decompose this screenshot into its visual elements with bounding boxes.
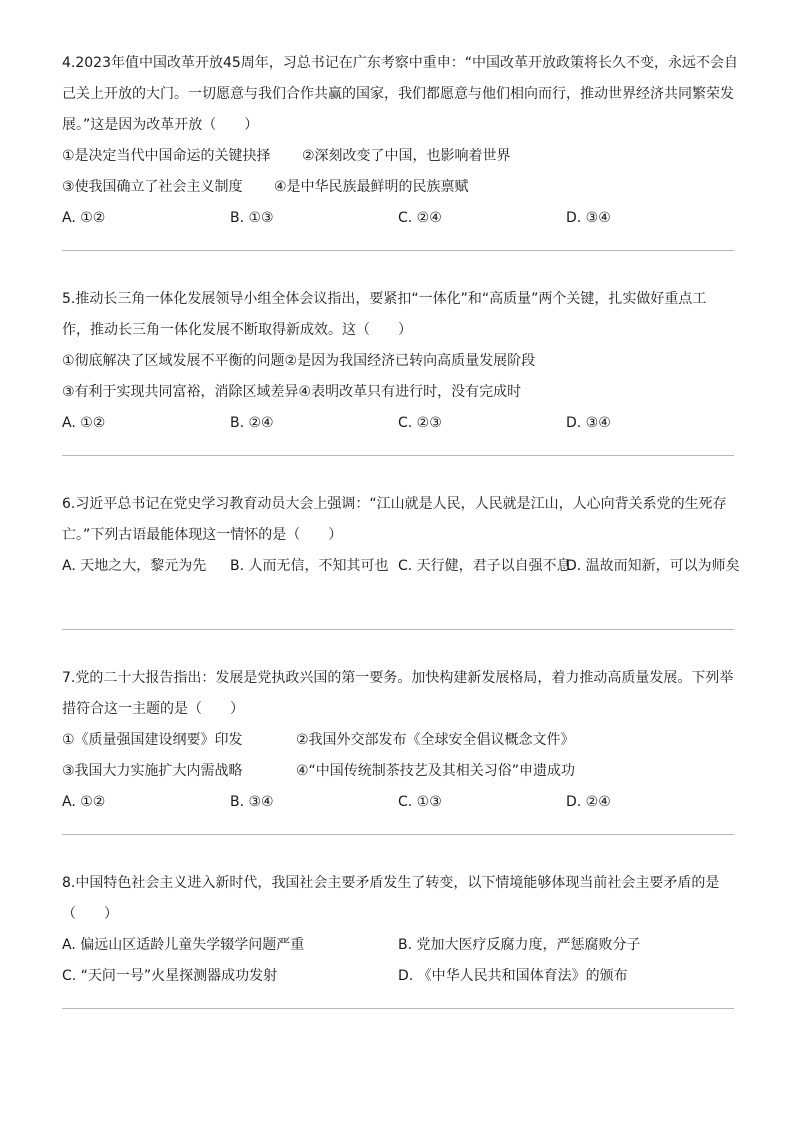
question-5-stem-line-1: 5.推动长三角一体化发展领导小组全体会议指出，要紧扣“一体化”和“高质量”两个关键，扎实做好重点工 — [62, 291, 707, 307]
exam-page — [62, 48, 740, 1009]
option-a[interactable]: A. ①② — [62, 415, 106, 431]
statement-4: ④“中国传统制茶技艺及其相关习俗”申遗成功 — [296, 763, 576, 779]
question-7-statements-row-2 — [62, 756, 734, 787]
question-4 — [62, 48, 739, 234]
question-5-options — [62, 408, 734, 439]
question-5-statements-row-1: ①彻底解决了区域发展不平衡的问题②是因为我国经济已转向高质量发展阶段 — [62, 353, 536, 369]
question-5-statements-row-2: ③有利于实现共同富裕，消除区域差异④表明改革只有进行时，没有完成时 — [62, 384, 522, 400]
question-6-stem-line-1: 6.习近平总书记在党史学习教育动员大会上强调：“江山就是人民，人民就是江山，人心向背关系党的生死存 — [62, 496, 727, 512]
option-b[interactable]: B. ③④ — [230, 794, 274, 810]
question-4-stem-line-2: 己关上开放的大门。一切愿意与我们合作共赢的国家，我们都愿意与他们相向而行，推动世界经济共同繁荣发 — [62, 86, 734, 102]
option-d[interactable]: D. 温故而知新，可以为师矣 — [566, 558, 740, 574]
statement-2: ②深刻改变了中国，也影响着世界 — [302, 148, 511, 164]
option-d[interactable]: D. 《中华人民共和国体育法》的颁布 — [398, 968, 628, 984]
question-4-options — [62, 203, 734, 234]
statement-4: ④是中华民族最鲜明的民族禀赋 — [274, 179, 469, 195]
divider — [62, 629, 734, 630]
option-c[interactable]: C. ②③ — [398, 415, 442, 431]
question-6-stem-line-2: 亡。”下列古语最能体现这一情怀的是（ ） — [62, 527, 343, 543]
option-a[interactable]: A. ①② — [62, 794, 106, 810]
option-d[interactable]: D. ③④ — [566, 415, 611, 431]
question-7 — [62, 663, 734, 818]
question-7-stem-line-2: 措符合这一主题的是（ ） — [62, 701, 244, 717]
question-4-stem-line-1: 4.2023年值中国改革开放45周年，习总书记在广东考察中重申：“中国改革开放政策将长久不变，永远不会自 — [62, 55, 739, 71]
question-7-options — [62, 787, 734, 818]
question-7-statements-row-1 — [62, 725, 734, 756]
question-8-options-row-2 — [62, 961, 734, 992]
divider — [62, 834, 734, 835]
question-4-stem-line-3: 展。”这是因为改革开放（ ） — [62, 117, 259, 133]
question-7-stem-line-1: 7.党的二十大报告指出：发展是党执政兴国的第一要务。加快构建新发展格局，着力推动高质量发展。下列举 — [62, 670, 734, 686]
question-8 — [62, 868, 734, 992]
option-b[interactable]: B. ②④ — [230, 415, 274, 431]
option-c[interactable]: C. ①③ — [398, 794, 442, 810]
option-c[interactable]: C. 天行健，君子以自强不息 — [398, 558, 571, 574]
question-4-statements-row-1 — [62, 141, 734, 172]
option-c[interactable]: C. ②④ — [398, 210, 442, 226]
option-b[interactable]: B. 人而无信，不知其可也 — [230, 558, 389, 574]
question-8-stem-line-2: （ ） — [62, 906, 118, 922]
question-5-stem-line-2: 作，推动长三角一体化发展不断取得新成效。这（ ） — [62, 322, 412, 338]
option-a[interactable]: A. 偏远山区适龄儿童失学辍学问题严重 — [62, 937, 305, 953]
statement-3: ③我国大力实施扩大内需战略 — [62, 763, 243, 779]
option-c[interactable]: C. “天问一号”火星探测器成功发射 — [62, 968, 278, 984]
divider — [62, 1008, 734, 1009]
option-d[interactable]: D. ③④ — [566, 210, 611, 226]
question-6 — [62, 489, 740, 613]
question-5 — [62, 284, 734, 439]
divider — [62, 250, 734, 251]
question-6-options — [62, 551, 740, 613]
question-8-stem-line-1: 8.中国特色社会主义进入新时代，我国社会主要矛盾发生了转变，以下情境能够体现当前社会主要矛盾的是 — [62, 875, 720, 891]
statement-2: ②我国外交部发布《全球安全倡议概念文件》 — [296, 732, 575, 748]
option-a[interactable]: A. 天地之大，黎元为先 — [62, 558, 207, 574]
option-b[interactable]: B. 党加大医疗反腐力度，严惩腐败分子 — [398, 937, 641, 953]
option-a[interactable]: A. ①② — [62, 210, 106, 226]
option-b[interactable]: B. ①③ — [230, 210, 274, 226]
question-4-statements-row-2 — [62, 172, 734, 203]
statement-1: ①《质量强国建设纲要》印发 — [62, 732, 243, 748]
statement-1: ①是决定当代中国命运的关键抉择 — [62, 148, 271, 164]
divider — [62, 455, 734, 456]
statement-3: ③使我国确立了社会主义制度 — [62, 179, 243, 195]
option-d[interactable]: D. ②④ — [566, 794, 611, 810]
question-8-options-row-1 — [62, 930, 734, 961]
